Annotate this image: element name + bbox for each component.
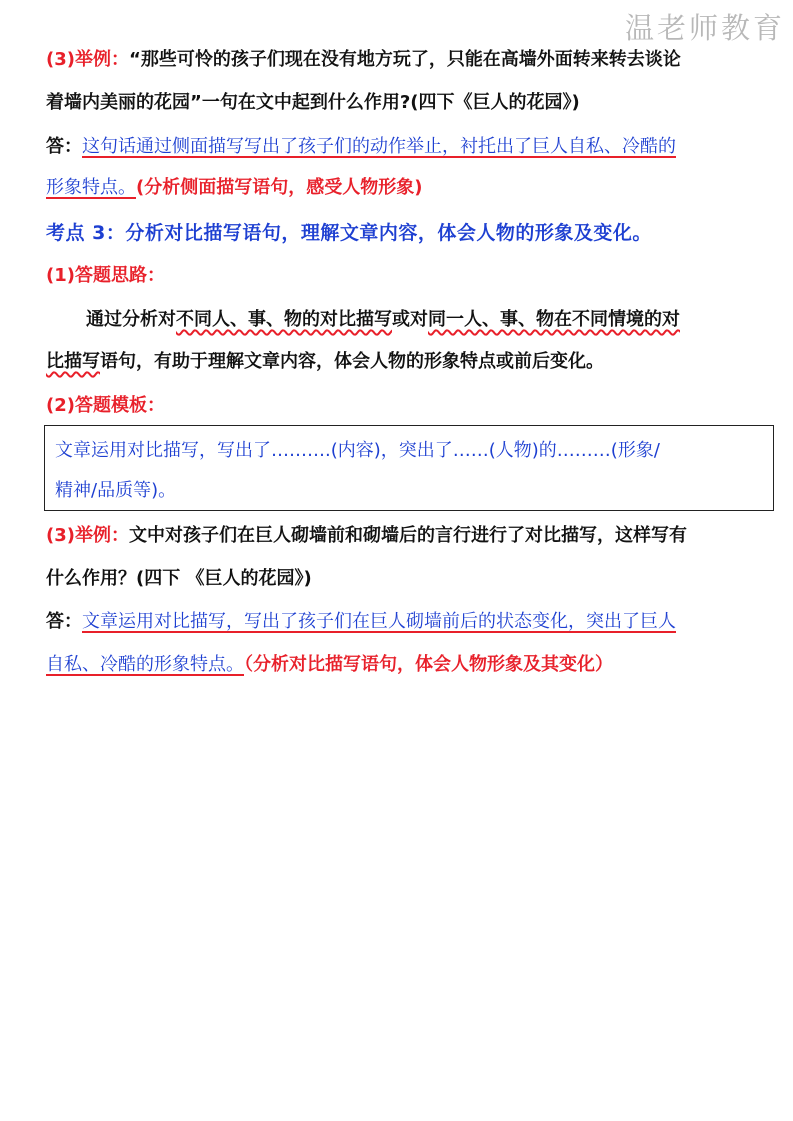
example1-answer-line2 [46, 175, 422, 201]
example2-answer-text1: 文章运用对比描写，写出了孩子们在巨人砌墙前后的状态变化，突出了巨人 [82, 611, 676, 632]
example2-question-text1: 文中对孩子们在巨人砌墙前和砌墙后的言行进行了对比描写，这样写有 [128, 525, 687, 546]
watermark: 温老师教育 [624, 11, 785, 45]
example2-answer-label: 答： [46, 611, 82, 632]
thinking-text1c: 或对 [392, 309, 428, 330]
example1-answer-line1 [46, 134, 676, 160]
example1-question-line2 [46, 90, 580, 116]
example1-question-text1: “那些可怜的孩子们现在没有地方玩了，只能在高墙外面转来转去谈论 [128, 49, 681, 70]
template-label-line [46, 393, 165, 419]
kaodian3-heading: 考点 3：分析对比描写语句，理解文章内容，体会人物的形象及变化。 [46, 222, 652, 244]
example1-question-text2: 着墙内美丽的花园”一句在文中起到什么作用?(四下《巨人的花园》) [46, 92, 580, 113]
example1-label: (3)举例： [46, 49, 129, 70]
template-box [44, 425, 774, 511]
template-line2: 精神/品质等)。 [55, 480, 177, 501]
example2-answer-text2: 自私、冷酷的形象特点。 [46, 654, 244, 675]
example2-answer-note: （分析对比描写语句，体会人物形象及其变化） [244, 654, 613, 675]
example2-label: (3)举例： [46, 525, 129, 546]
example1-answer-text2: 形象特点。 [46, 177, 136, 198]
template-line1: 文章运用对比描写，写出了……….(内容)，突出了……(人物)的………(形象/ [55, 440, 660, 461]
example2-answer-line1 [46, 609, 676, 635]
thinking-line2 [46, 349, 604, 375]
example2-question-line1 [46, 523, 687, 549]
template-label: (2)答题模板： [46, 395, 165, 416]
thinking-line1 [86, 307, 680, 333]
example1-answer-note: (分析侧面描写语句，感受人物形象) [136, 177, 423, 198]
example1-answer-text1: 这句话通过侧面描写写出了孩子们的动作举止，衬托出了巨人自私、冷酷的 [82, 136, 676, 157]
example2-question-line2 [46, 566, 312, 592]
example2-answer-line2 [46, 652, 613, 678]
thinking-label-line [46, 263, 165, 289]
thinking-text1d: 同一人、事、物在不同情境的对 [428, 309, 680, 330]
thinking-text2b: 语句，有助于理解文章内容，体会人物的形象特点或前后变化。 [100, 351, 604, 372]
thinking-text1a: 通过分析对 [86, 309, 176, 330]
thinking-label: (1)答题思路： [46, 265, 165, 286]
example1-answer-label: 答： [46, 136, 82, 157]
example2-question-text2: 什么作用？(四下 《巨人的花园》) [46, 568, 312, 589]
thinking-text2a: 比描写 [46, 351, 100, 372]
example1-question-line1 [46, 47, 681, 73]
thinking-text1b: 不同人、事、物的对比描写 [176, 309, 392, 330]
